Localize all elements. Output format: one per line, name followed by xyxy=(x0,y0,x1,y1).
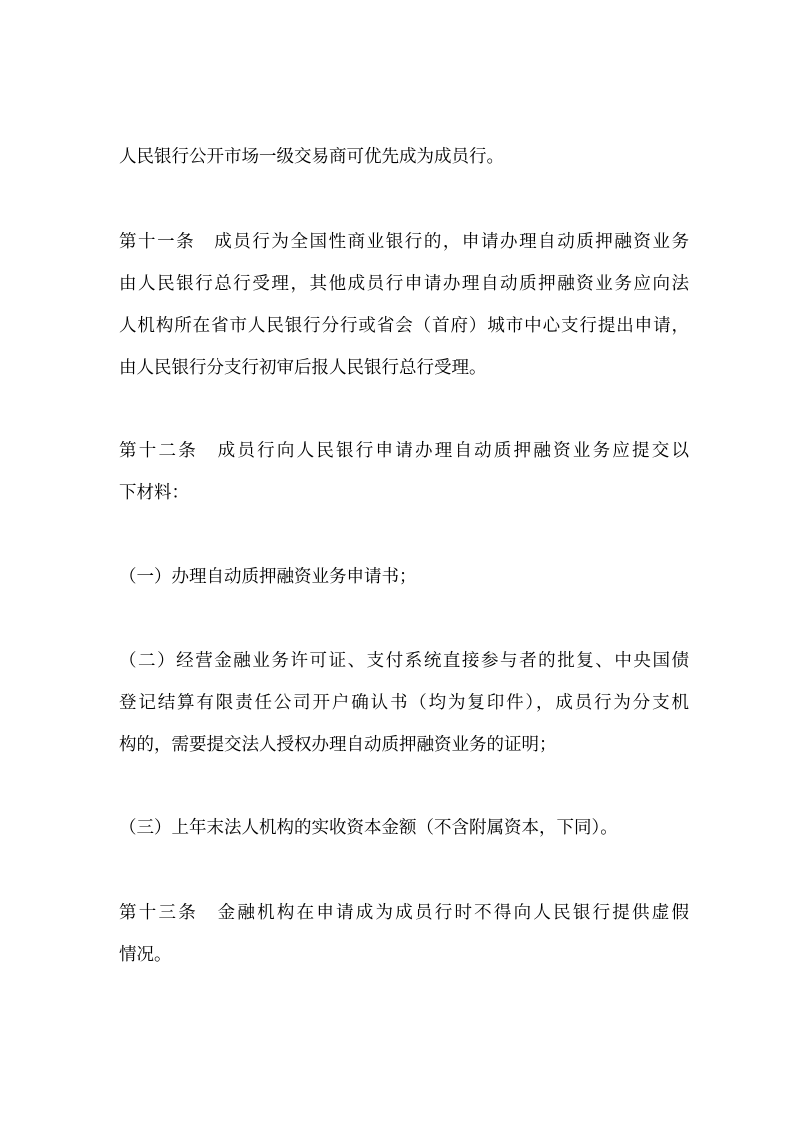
text-line: （一）办理自动质押融资业务申请书； xyxy=(119,567,417,587)
text-line: 登记结算有限责任公司开户确认书（均为复印件），成员行为分支机 xyxy=(119,693,689,713)
text-line: 第十一条 成员行为全国性商业银行的，申请办理自动质押融资业务 xyxy=(119,232,689,252)
text-line: 情况。 xyxy=(119,945,172,965)
text-line: 人机构所在省市人民银行分行或省会（首府）城市中心支行提出申请， xyxy=(119,316,689,336)
text-line: （三）上年末法人机构的实收资本金额（不含附属资本，下同）。 xyxy=(119,818,618,838)
text-line: （二）经营金融业务许可证、支付系统直接参与者的批复、中央国债 xyxy=(119,651,689,671)
text-line: 下材料： xyxy=(119,483,189,503)
text-line: 由人民银行总行受理，其他成员行申请办理自动质押融资业务应向法 xyxy=(119,274,689,294)
text-line: 构的，需要提交法人授权办理自动质押融资业务的证明； xyxy=(119,735,557,755)
text-line: 人民银行公开市场一级交易商可优先成为成员行。 xyxy=(119,147,504,167)
text-line: 由人民银行分支行初审后报人民银行总行受理。 xyxy=(119,358,487,378)
text-line: 第十三条 金融机构在申请成为成员行时不得向人民银行提供虚假 xyxy=(119,903,689,923)
text-line: 第十二条 成员行向人民银行申请办理自动质押融资业务应提交以 xyxy=(119,441,689,461)
